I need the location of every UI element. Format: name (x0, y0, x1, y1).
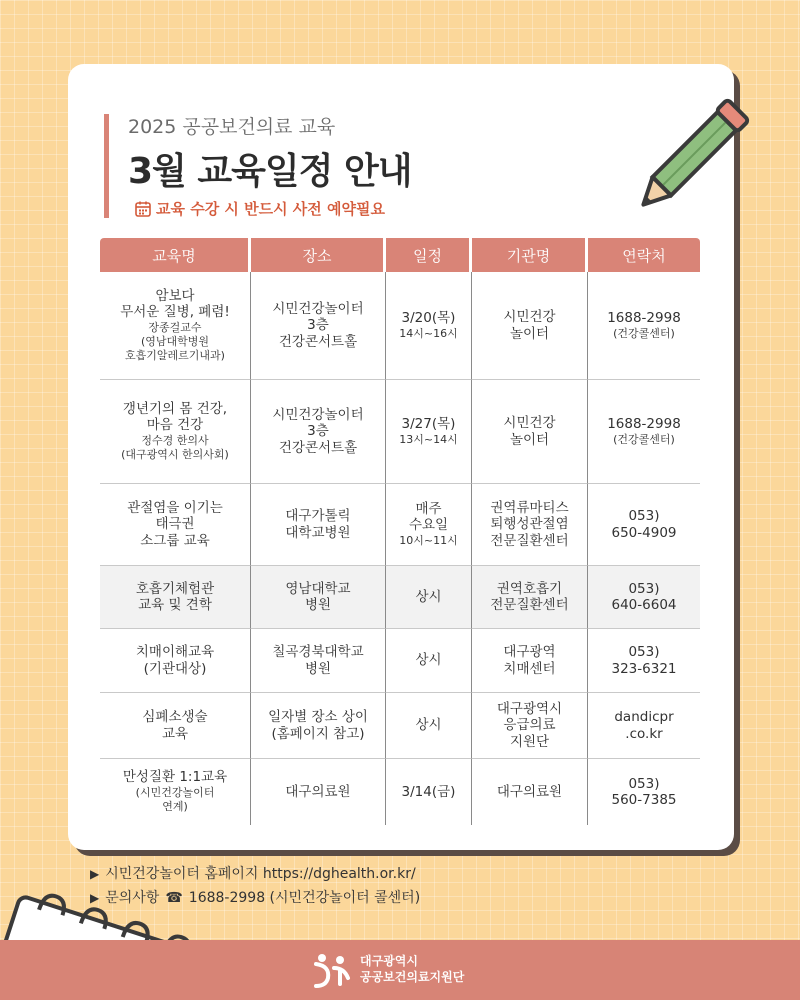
name-line: 치매이해교육 (135, 644, 215, 661)
cell-contact (588, 380, 700, 484)
pencil-icon (620, 78, 770, 228)
name-line: 소그룹 교육 (140, 532, 210, 549)
cell-date (386, 566, 472, 629)
page-title: 3월 교육일정 안내 (128, 151, 412, 192)
inquiry-phone: 1688-2998 (시민건강놀이터 콜센터) (188, 890, 421, 906)
place-line: 건강콘서트홀 (278, 333, 358, 350)
date-line: 매주 (415, 500, 442, 517)
place-line: 시민건강놀이터 (272, 300, 364, 317)
cell-date (386, 759, 472, 825)
name-line: 심폐소생술 (142, 709, 208, 726)
org-line: 전문질환센터 (490, 532, 569, 549)
date-line: 상시 (415, 652, 442, 669)
lecturer-line: 정수경 한의사 (141, 433, 209, 447)
header-accent-bar (104, 114, 109, 218)
table-row (100, 693, 700, 759)
org-line-2: 공공보건의료지원단 (360, 970, 465, 984)
cell-name (100, 759, 251, 825)
inquiry-label: 문의사항 (105, 890, 160, 906)
cell-date (386, 629, 472, 693)
contact-line: dandicpr (614, 709, 674, 726)
contact-line: 053) (628, 644, 660, 661)
cell-org (472, 272, 588, 380)
date-line: 3/20(목) (401, 310, 456, 327)
contact-line: 053) (628, 508, 660, 525)
column-header: 기관명 (472, 238, 588, 272)
column-header: 장소 (251, 238, 386, 272)
org-line: 권역호흡기 (496, 580, 563, 597)
cell-date (386, 380, 472, 484)
name-line: 마음 건강 (146, 417, 204, 434)
org-line: 치매센터 (503, 660, 556, 677)
org-line: 대구광역시 (496, 700, 563, 717)
name-line: 관절염을 이기는 (127, 499, 223, 516)
cell-name (100, 566, 251, 629)
name-line: 갱년기의 몸 건강, (122, 400, 228, 417)
cell-place (251, 759, 386, 825)
place-line: 칠곡경북대학교 (272, 644, 364, 661)
cell-place (251, 629, 386, 693)
place-line: 병원 (304, 660, 332, 677)
org-line: 권역류마티스 (490, 499, 569, 516)
cell-contact (588, 629, 700, 693)
column-header: 연락처 (588, 238, 700, 272)
place-line: 시민건강놀이터 (272, 406, 364, 423)
cell-date (386, 272, 472, 380)
cell-place (251, 380, 386, 484)
table-row (100, 566, 700, 629)
name-line: 암보다 (155, 287, 195, 304)
time-line: 10시~11시 (399, 533, 458, 547)
org-logo-icon (310, 950, 354, 988)
cell-contact (588, 566, 700, 629)
place-line: 대학교병원 (285, 524, 351, 541)
cell-org (472, 629, 588, 693)
contact-line: 560-7385 (611, 792, 677, 808)
contact-line: 323-6321 (611, 660, 677, 677)
cell-org (472, 693, 588, 759)
cell-org (472, 484, 588, 566)
time-line: 13시~14시 (399, 432, 458, 446)
calendar-icon (134, 200, 152, 218)
cell-org (472, 759, 588, 825)
contact-sub-line: (건강콜센터) (613, 432, 675, 446)
org-line: 놀이터 (509, 325, 550, 342)
name-line: 호흡기체험관 (135, 580, 215, 597)
org-line: 놀이터 (509, 431, 550, 448)
place-line: (홈페이지 참고) (271, 725, 365, 742)
cell-contact (588, 272, 700, 380)
homepage-link[interactable]: 시민건강놀이터 홈페이지 https://dghealth.or.kr/ (105, 866, 416, 882)
date-line: 상시 (415, 717, 442, 734)
contact-line: 650-4909 (611, 524, 677, 541)
place-line: 영남대학교 (285, 580, 351, 597)
contact-line: 053) (628, 775, 660, 792)
cell-name (100, 484, 251, 566)
cell-contact (588, 759, 700, 825)
name-sub-line: (시민건강놀이터 (135, 785, 215, 799)
cell-place (251, 566, 386, 629)
cell-name (100, 629, 251, 693)
org-line: 응급의료 (503, 717, 556, 734)
column-header: 일정 (386, 238, 472, 272)
org-line-1: 대구광역시 (360, 954, 418, 968)
name-line: (기관대상) (143, 660, 207, 677)
phone-icon: ☎ (165, 890, 183, 906)
lecturer-line: (대구광역시 한의사회) (121, 447, 229, 461)
org-line: 시민건강 (503, 415, 556, 432)
date-line: 수요일 (408, 517, 449, 534)
date-line: 3/27(목) (401, 416, 456, 433)
place-line: 건강콘서트홀 (278, 439, 358, 456)
cell-org (472, 380, 588, 484)
notice-text: 교육 수강 시 반드시 사전 예약필요 (156, 200, 385, 218)
page-subtitle: 2025 공공보건의료 교육 (128, 116, 336, 138)
org-line: 대구광역 (503, 644, 556, 661)
organization-logo (310, 950, 464, 988)
triangle-right-icon: ▶ (90, 891, 100, 905)
contact-line: 053) (628, 580, 660, 597)
org-line: 대구의료원 (496, 783, 563, 800)
contact-line: 640-6604 (611, 597, 677, 613)
lecturer-line: (영남대학병원 (140, 334, 210, 348)
place-line: 3층 (307, 423, 329, 440)
table-row (100, 629, 700, 693)
contact-line: .co.kr (625, 725, 663, 742)
cell-contact (588, 693, 700, 759)
cell-name (100, 693, 251, 759)
cell-name (100, 272, 251, 380)
lecturer-line: 장종걸교수 (148, 320, 202, 334)
name-line: 무서운 질병, 폐렴! (120, 304, 230, 321)
contact-line: 1688-2998 (607, 310, 681, 327)
cell-date (386, 484, 472, 566)
table-row (100, 272, 700, 380)
table-row (100, 484, 700, 566)
cell-contact (588, 484, 700, 566)
name-line: 교육 (161, 725, 189, 742)
cell-org (472, 566, 588, 629)
table-row (100, 380, 700, 484)
place-line: 대구가톨릭 (285, 508, 351, 525)
lecturer-line: 호흡기알레르기내과) (125, 349, 225, 363)
time-line: 14시~16시 (399, 326, 458, 340)
column-header: 교육명 (100, 238, 251, 272)
cell-place (251, 484, 386, 566)
triangle-right-icon: ▶ (90, 867, 100, 881)
org-line: 지원단 (509, 733, 550, 750)
org-line: 전문질환센터 (490, 597, 569, 613)
schedule-table (100, 238, 700, 825)
name-line: 만성질환 1:1교육 (122, 769, 228, 786)
table-header-row (100, 238, 700, 272)
table-row (100, 759, 700, 825)
org-line: 퇴행성관절염 (490, 516, 569, 533)
contact-line: 1688-2998 (607, 416, 681, 433)
cell-place (251, 693, 386, 759)
cell-name (100, 380, 251, 484)
place-line: 병원 (304, 597, 332, 613)
org-line: 시민건강 (503, 309, 556, 326)
cell-place (251, 272, 386, 380)
place-line: 3층 (307, 317, 329, 334)
reservation-notice (134, 198, 385, 219)
date-line: 3/14(금) (401, 783, 456, 800)
date-line: 상시 (415, 588, 442, 605)
name-sub-line: 연계) (162, 800, 188, 814)
contact-sub-line: (건강콜센터) (613, 326, 675, 340)
organization-name (360, 953, 464, 985)
cell-date (386, 693, 472, 759)
name-line: 교육 및 견학 (138, 597, 212, 613)
place-line: 대구의료원 (285, 783, 351, 800)
place-line: 일자별 장소 상이 (268, 709, 368, 726)
name-line: 태극권 (155, 516, 195, 533)
